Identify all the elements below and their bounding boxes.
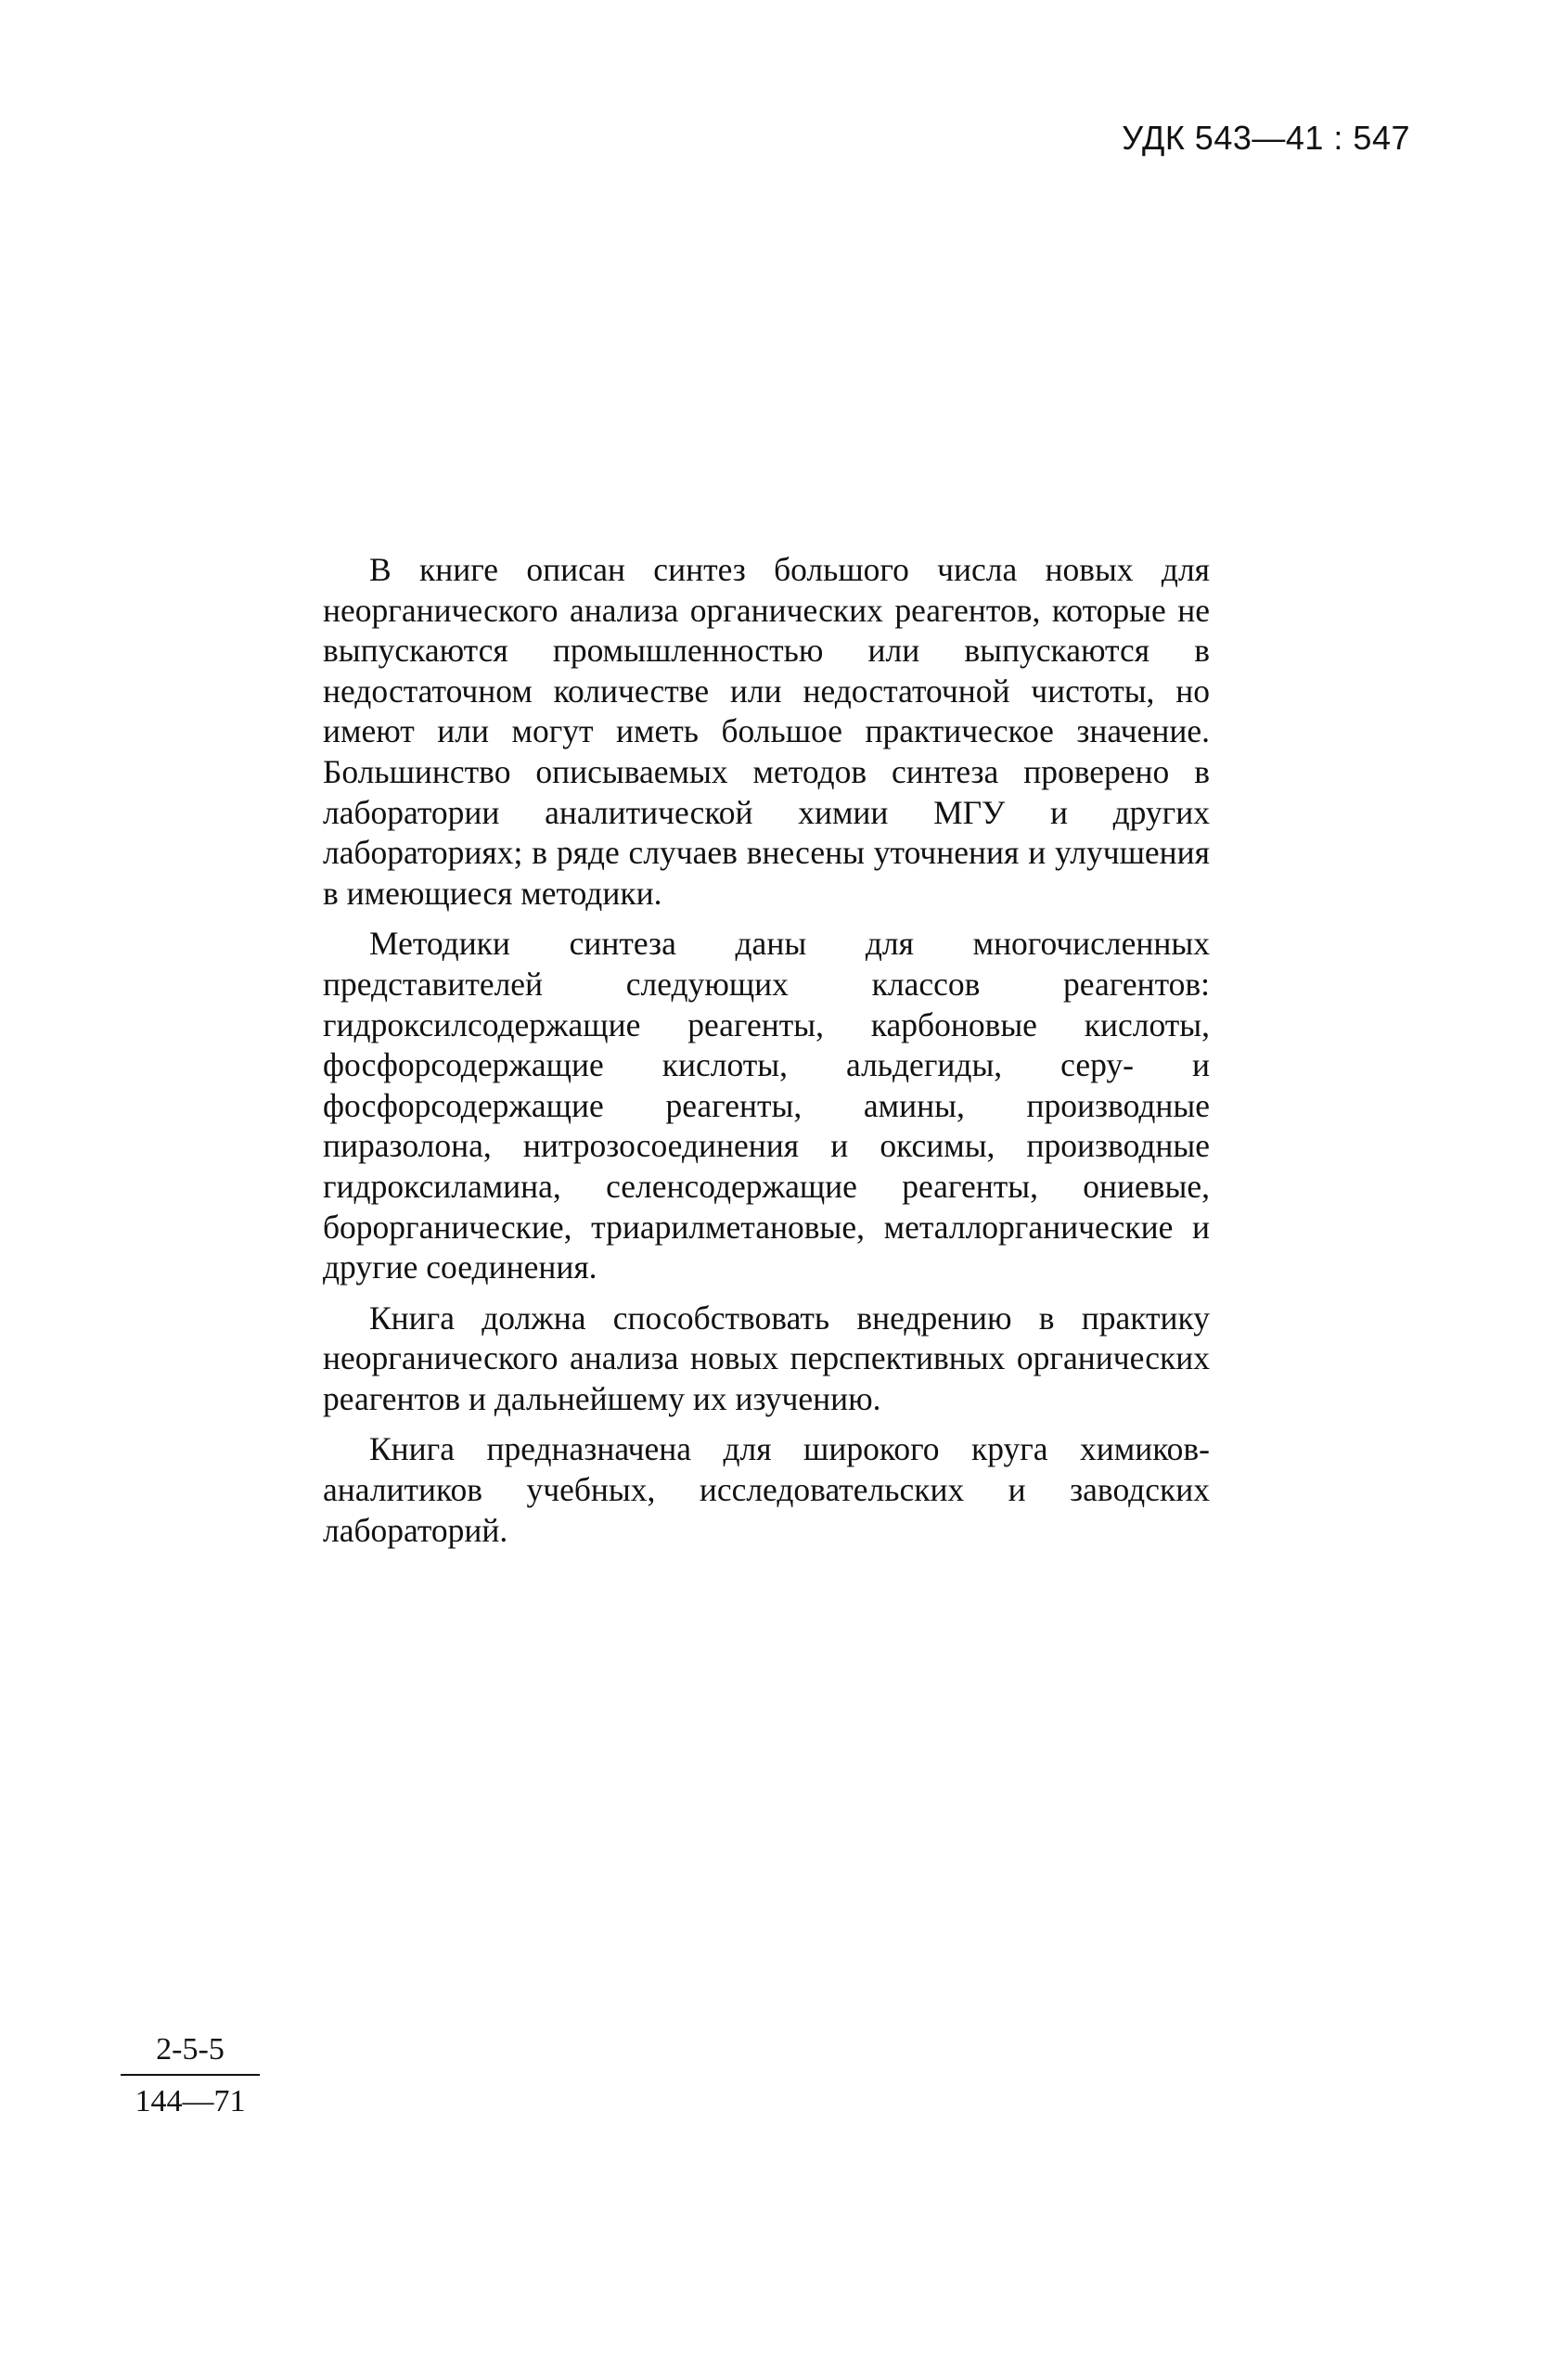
abstract-paragraph-1: В книге описан синтез большого числа новых для неорганического анализа органических реагентов, которые не выпускаются промышленностью или выпускаются в недостаточном количестве или недостаточной чистоты, но имеют или могут иметь большое практическое значение. Большинство описываемых методов синтеза проверено в лаборатории аналитической химии МГУ и других лабораториях; в ряде случаев внесены уточнения и улучшения в имеющиеся методики.: [323, 551, 1210, 912]
abstract-paragraph-4: Книга предназначена для широкого круга химиков-аналитиков учебных, исследовательских и заводских лабораторий.: [323, 1430, 1210, 1549]
publisher-catalog-number: [121, 2029, 260, 2122]
abstract-paragraph-3: Книга должна способствовать внедрению в практику неорганического анализа новых перспективных органических реагентов и дальнейшему их изучению.: [323, 1299, 1210, 1417]
catalog-number-bottom: 144—71: [135, 2084, 246, 2118]
abstract-paragraph-2: Методики синтеза даны для многочисленных представителей следующих классов реагентов: гидроксилсодержащие реагенты, карбоновые кислоты, фосфорсодержащие кислоты, альдегиды, серу- и фосфорсодержащие реагенты, амины, производные пиразолона, нитрозосоединения и оксимы, производные гидроксиламина, селенсодержащие реагенты, ониевые, борорганические, триарилметановые, металлорганические и другие соединения.: [323, 925, 1210, 1286]
udk-classification: УДК 543—41 : 547: [1122, 119, 1410, 157]
catalog-number-top: 2-5-5: [121, 2029, 260, 2076]
book-abstract: [323, 550, 1210, 1561]
